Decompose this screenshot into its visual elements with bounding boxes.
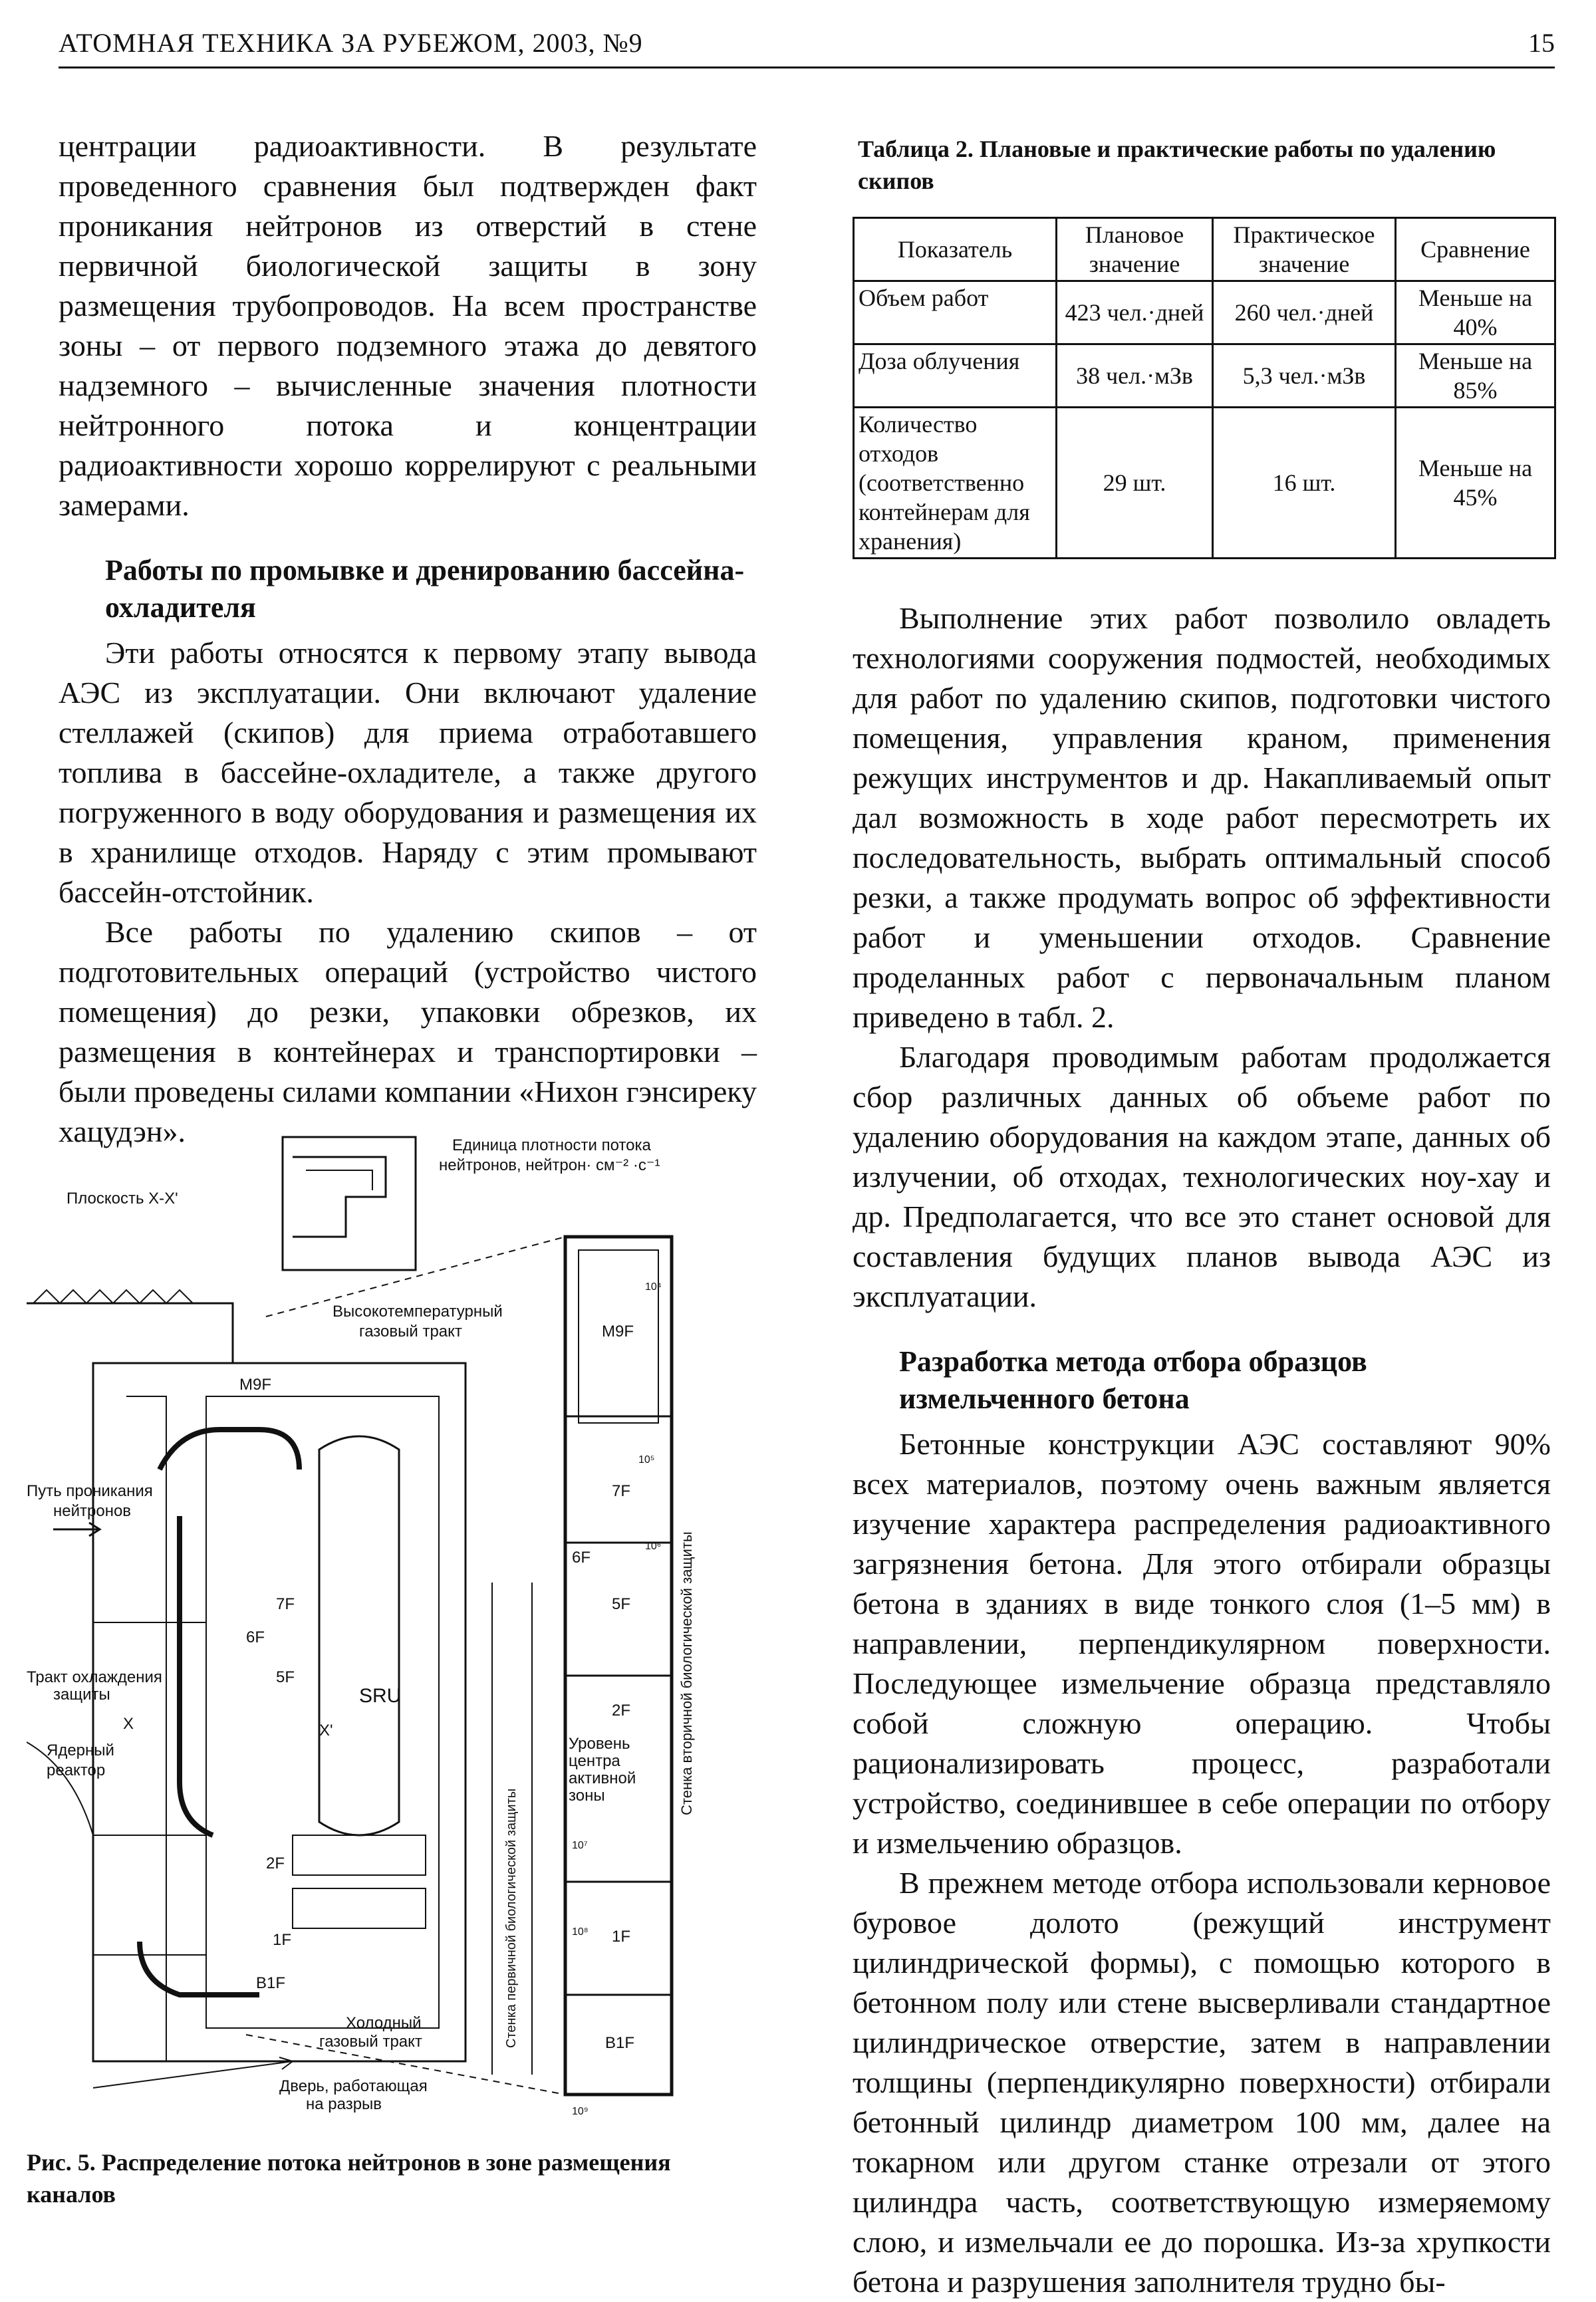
floor-label: 1F: [273, 1931, 292, 1949]
sru-vessel: [319, 1436, 402, 1835]
cold-gas-pipe: [140, 1942, 259, 1995]
table-cell: Меньше на 85%: [1396, 344, 1555, 408]
flux-label: 10⁸: [572, 1926, 589, 1938]
table-caption: Таблица 2. Плановые и практические работы по удалению скипов: [858, 136, 1496, 194]
label-primary-wall: Стенка первичной биологической защиты: [504, 1788, 519, 2048]
table-row: [854, 344, 1555, 408]
inset-shape: [293, 1157, 386, 1237]
label-neutron-path: нейтронов: [53, 1502, 132, 1520]
label-x: X: [123, 1715, 134, 1733]
left-column: [59, 126, 757, 1152]
hot-gas-pipe: [160, 1430, 299, 1470]
label-unit: нейтронов, нейтрон· см⁻² ·с⁻¹: [439, 1156, 660, 1174]
flux-label: 10⁷: [572, 1840, 588, 1851]
table-cell: Количество отходов (соответственно контейнерам для хранения): [854, 408, 1057, 559]
paragraph: Благодаря проводимым работам продолжается сбор различных данных об объеме работ по удалению оборудования на каждом этапе, данных об излучении, об отходах, технологических ноу-хау и др. Предполагается, что все это станет основой для составления будущих планов вывода АЭС из эксплуатации.: [853, 1040, 1551, 1313]
label-plane: Плоскость X-X': [66, 1190, 178, 1208]
floor-label: B1F: [605, 2034, 635, 2052]
table-header-cell: Практическое значение: [1213, 218, 1396, 281]
label-neutron-path: Путь проникания: [27, 1482, 153, 1500]
table-cell: 423 чел.·дней: [1057, 281, 1213, 344]
section-heading: Работы по промывке и дренированию бассейна-охладителя: [105, 554, 745, 624]
floor-label: M9F: [239, 1376, 271, 1394]
table-cell: 16 шт.: [1213, 408, 1396, 559]
paragraph: Выполнение этих работ позволило овладеть технологиями сооружения подмостей, необходимых для работ по удалению скипов, подготовки чистого помещения, управления краном, применения режущих инструментов и др. Накапливаемый опыт дал возможность в ходе работ пересмотреть их последовательность, выбрать оптимальный способ резки, а также продумать вопрос об эффективности работ и уменьшении отходов. Сравнение проделанных работ с первоначальным планом приведено в табл. 2.: [853, 601, 1551, 1034]
table-cell: 260 чел.·дней: [1213, 281, 1396, 344]
table-cell: Объем работ: [854, 281, 1057, 344]
table-header-row: [854, 218, 1555, 281]
label-secondary-wall: Стенка вторичной биологической защиты: [678, 1531, 695, 1815]
floor-label: 1F: [612, 1928, 631, 1946]
flux-label: 10⁹: [572, 2106, 589, 2117]
floor-label: 7F: [276, 1595, 295, 1613]
cooling-pipe: [180, 1516, 213, 1835]
table-header-cell: Показатель: [854, 218, 1057, 281]
label-cooling: защиты: [53, 1686, 110, 1704]
table-cell: 38 чел.·мЗв: [1057, 344, 1213, 408]
label-core: центра: [569, 1752, 620, 1770]
table-cell: 29 шт.: [1057, 408, 1213, 559]
paragraph: Бетонные конструкции АЭС составляют 90% всех материалов, поэтому очень важным является изучение характера распределения радиоактивного загрязнения бетона. Для этого отбирали образцы бетона в зданиях в виде тонкого слоя (1–5 мм) в направлении, перпендикулярном поверхности. Последующее измельчение образца представляло собой сложную операцию. Чтобы рационализировать процесс, разработали устройство, соединившее в себе операции по отбору и измельчению образцов.: [853, 1427, 1551, 1860]
label-reactor: реактор: [47, 1761, 106, 1779]
label-core: Уровень: [569, 1735, 630, 1753]
table-header-cell: Плановое значение: [1057, 218, 1213, 281]
floor-label: M9F: [602, 1323, 634, 1341]
flux-label: 10⁴: [645, 1281, 662, 1293]
floor-label: 6F: [246, 1628, 265, 1646]
shaft-column: [565, 1237, 672, 2095]
label-door: на разрыв: [306, 2095, 382, 2113]
label-door: Дверь, работающая: [279, 2077, 428, 2095]
ground-line: [27, 1303, 233, 1363]
figure-5-diagram: [27, 1117, 765, 2134]
floor-label: 2F: [612, 1702, 631, 1720]
journal-title: АТОМНАЯ ТЕХНИКА ЗА РУБЕЖОМ, 2003, №9: [59, 27, 643, 58]
label-hot-gas: газовый тракт: [359, 1323, 462, 1341]
section-heading: Разработка метода отбора образцов измельченного бетона: [899, 1345, 1367, 1415]
table-2: [853, 217, 1556, 559]
label-cooling: Тракт охлаждения: [27, 1668, 162, 1686]
table-row: [854, 281, 1555, 344]
table-row: [854, 408, 1555, 559]
running-header: [59, 19, 1555, 68]
label-sru: SRU: [359, 1685, 402, 1707]
table-cell: Меньше на 40%: [1396, 281, 1555, 344]
floor-label: B1F: [256, 1974, 286, 1992]
neutron-path-arrow: [53, 1523, 100, 1536]
floor-label: 5F: [276, 1668, 295, 1686]
table-header-cell: Сравнение: [1396, 218, 1555, 281]
label-unit: Единица плотности потока: [452, 1136, 651, 1154]
paragraph: В прежнем методе отбора использовали керновое буровое долото (режущий инструмент цилиндрической формы), с помощью которого в бетонном полу или стене высверливали стандартное цилиндрическое отверстие, затем в направлении толщины (перпендикулярно поверхности) отбирали бетонный цилиндр диаметром 100 мм, далее на токарном или другом станке отрезали от этого цилиндра часть, соответствующую измеряемому слою, и измельчали ее до порошка. Из-за хрупкости бетона и разрушения заполнителя трудно бы-: [853, 1866, 1551, 2299]
flux-label: 10⁵: [638, 1454, 655, 1466]
floor-label: 7F: [612, 1482, 631, 1500]
table-cell: Доза облучения: [854, 344, 1057, 408]
flux-label: 10⁶: [645, 1541, 662, 1552]
paragraph: центрации радиоактивности. В результате проведенного сравнения был подтвержден факт проникания нейтронов из отверстий в стене первичной биологической защиты в зону размещения трубопроводов. На всем пространстве зоны – от первого подземного этажа до девятого надземного – вычисленные значения плотности нейтронного потока и концентрации радиоактивности хорошо коррелируют с реальными замерами.: [59, 129, 757, 522]
reactor-building: [93, 1363, 466, 2061]
floor-label: 5F: [612, 1595, 631, 1613]
page-number: 15: [1528, 27, 1555, 58]
table-cell: 5,3 чел.·мЗв: [1213, 344, 1396, 408]
label-reactor: Ядерный: [47, 1741, 114, 1759]
label-cold-gas: Холодный: [346, 2014, 422, 2032]
table-cell: Меньше на 45%: [1396, 408, 1555, 559]
label-x-prime: X': [319, 1722, 333, 1739]
floor-label: 6F: [572, 1549, 591, 1567]
right-column: [853, 598, 1551, 2302]
paragraph: Все работы по удалению скипов – от подготовительных операций (устройство чистого помещения) до резки, упаковки обрезков, их размещения в контейнерах и транспортировки – были проведены силами компании «Нихон гэнсиреку хацудэн».: [59, 915, 757, 1148]
figure-caption: Рис. 5. Распределение потока нейтронов в зоне размещения каналов: [27, 2149, 671, 2208]
label-core: зоны: [569, 1787, 605, 1805]
label-hot-gas: Высокотемпературный: [332, 1303, 503, 1321]
label-core: активной: [569, 1769, 636, 1787]
paragraph: Эти работы относятся к первому этапу вывода АЭС из эксплуатации. Они включают удаление стеллажей (скипов) для приема отработавшего топлива в бассейне-охладителе, а также другого погруженного в воду оборудования и размещения их в хранилище отходов. Наряду с этим промывают бассейн-отстойник.: [59, 636, 757, 909]
floor-label: 2F: [266, 1854, 285, 1872]
label-cold-gas: газовый тракт: [319, 2033, 422, 2051]
